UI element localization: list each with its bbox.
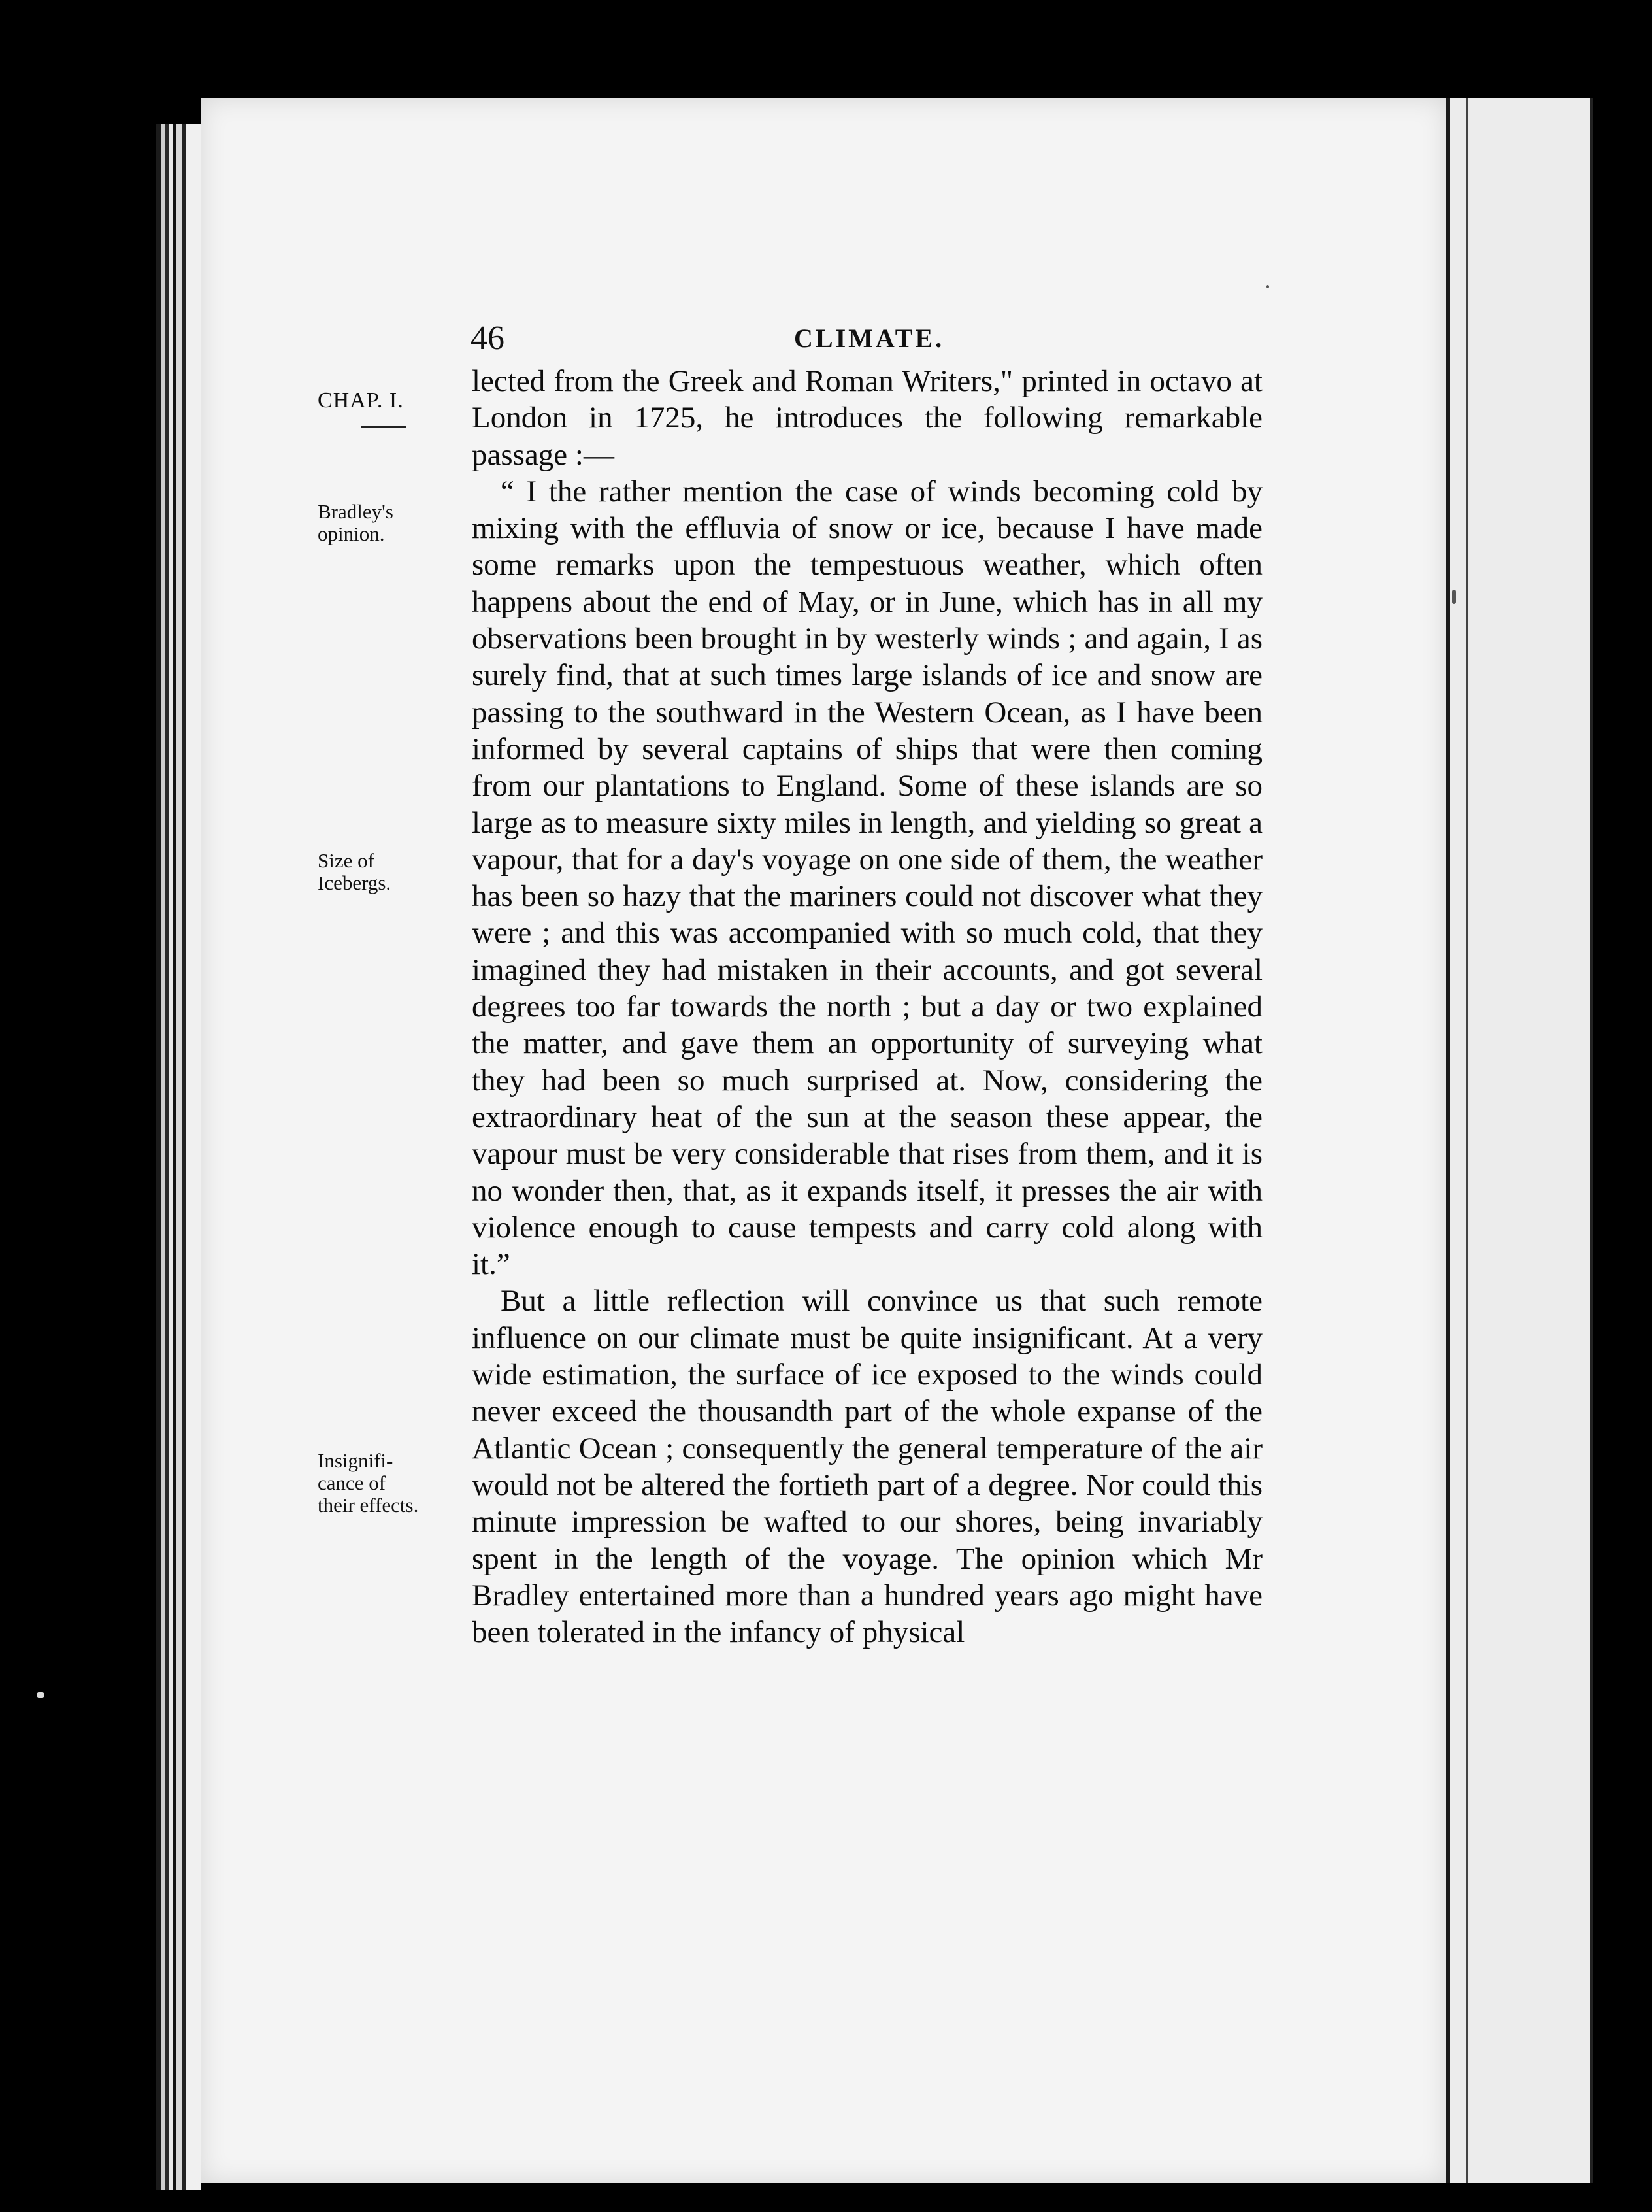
scan-speck <box>1452 590 1456 604</box>
gutter-line <box>1466 98 1468 2183</box>
book-page-edges <box>156 124 201 2190</box>
body-text <box>472 363 1263 1651</box>
page-number: 46 <box>471 320 504 357</box>
scan-speck <box>37 1692 44 1698</box>
paragraph: But a little reflection will convince us that such remote influence on our climate must be quite insignificant. At a very wide estimation, the surface of ice exposed to the winds could never exceed the thousandth part of the whole expanse of the Atlantic Ocean ; consequently the general temperature of the air would not be altered the fortieth part of a degree. Nor could this minute impression be wafted to our shores, being invariably spent in the length of the voyage. The opinion which Mr Bradley entertained more than a hundred years ago might have been tolerated in the infancy of physical <box>472 1284 1263 1650</box>
margin-note-size-of-icebergs: Size of Icebergs. <box>318 849 391 894</box>
running-title: CLIMATE. <box>794 324 945 353</box>
margin-note-insignificance: Insignifi- cance of their effects. <box>318 1449 419 1517</box>
scan-speck <box>1266 285 1269 288</box>
margin-note-bradleys-opinion: Bradley's opinion. <box>318 500 393 545</box>
paragraph: lected from the Greek and Roman Writers," printed in octavo at London in 1725, he introduces the following remarkable passage :— <box>472 364 1263 472</box>
chapter-rule <box>361 426 406 428</box>
facing-page-border <box>1590 98 1593 2183</box>
chapter-label: CHAP. I. <box>318 388 404 412</box>
facing-page-edge <box>1446 98 1590 2183</box>
gutter-line <box>1446 98 1450 2183</box>
paragraph-quotation: “ I the rather mention the case of winds becoming cold by mixing with the effluvia of snow or ice, because I have made some remarks upon the tempestuous weather, which often happens about the end of May, or in June, which has in all my observations been brought in by westerly winds ; and again, I as surely find, that at such times large islands of ice and snow are passing to the southward in the Western Ocean, as I have been informed by several captains of ships that were then coming from our plantations to England. Some of these islands are so large as to measure sixty miles in length, and yielding so great a vapour, that for a day's voyage on one side of them, the weather has been so hazy that the mariners could not discover what they were ; and this was accompanied with so much cold, that they imagined they had mistaken in their accounts, and got several degrees too far towards the north ; but a day or two explained the matter, and gave them an opportunity of surveying what they had been so much surprised at. Now, considering the extraordinary heat of the sun at the season these appear, the vapour must be very considerable that rises from them, and it is no wonder then, that, as it expands itself, it presses the air with violence enough to cause tempests and carry cold along with it.” <box>472 474 1263 1282</box>
